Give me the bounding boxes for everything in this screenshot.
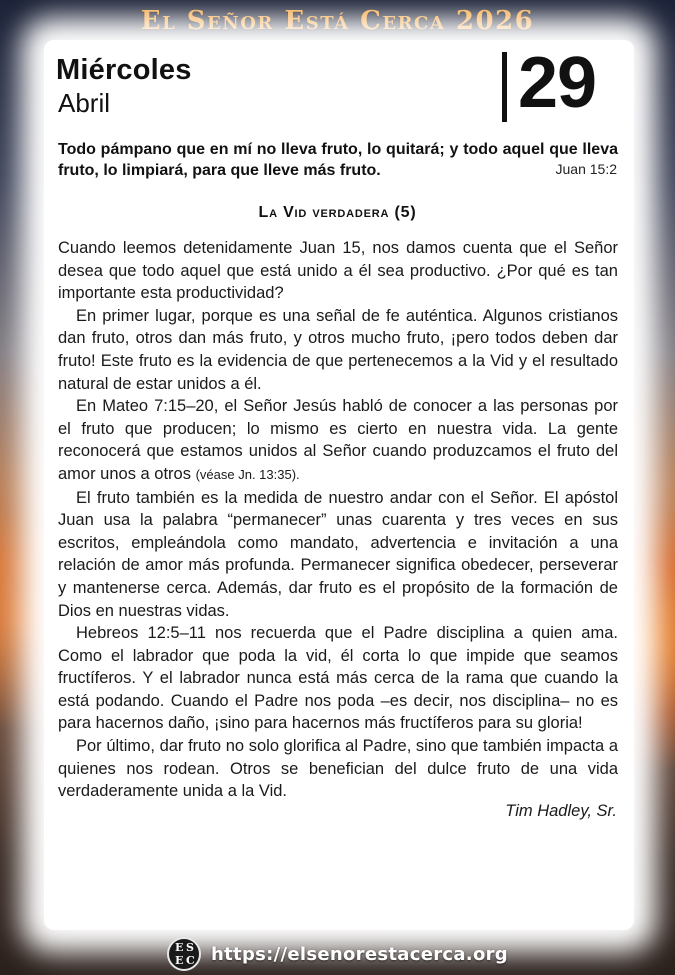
verse-text: Todo pámpano que en mí no lleva fruto, lo quitará; y todo aquel que lleva fruto, lo limpiará, para que lleve más fruto. <box>58 141 618 179</box>
paragraph: En primer lugar, porque es una señal de fe auténtica. Algunos cristianos dan fruto, otros dan más fruto, y otros mucho fruto, ¡pero todos deben dar fruto! Este fruto es la evidencia de que pertenecemos a la Vid y el resultado natural de estar unidos a él. <box>58 306 618 393</box>
date-header <box>56 43 621 130</box>
banner <box>0 0 675 42</box>
paragraph-text: En Mateo 7:15–20, el Señor Jesús habló de conocer a las personas por el fruto que producen; lo mismo es cierto en nuestra vida. La gente reconocerá que estamos unidos al Señor cuando produzcamos el fruto del amor unos a otros <box>58 397 618 483</box>
cross-reference: (véase Jn. 13:35). <box>195 466 300 482</box>
paragraph: El fruto también es la medida de nuestro andar con el Señor. El apóstol Juan usa la palabra “permanecer” unas cuarenta y tres veces en sus escritos, empleándola como mandato, advertencia e invitación a una relación de amor más profunda. Permanecer significa obedecer, perseverar y mantenerse cerca. Además, dar fruto es el propósito de la formación de Dios en nuestras vidas. <box>58 488 618 620</box>
article-title: La Vid verdadera (5) <box>258 204 417 221</box>
key-verse <box>58 139 618 181</box>
logo-letter: E <box>175 941 184 954</box>
month: Abril <box>58 88 111 118</box>
esec-logo-icon <box>167 937 201 971</box>
paragraph: Por último, dar fruto no solo glorifica al Padre, sino que también impacta a quienes nos rodean. Otros se benefician del dulce fruto de una vida verdaderamente unida a la Vid. <box>58 737 618 801</box>
date-divider <box>502 52 507 122</box>
paragraph: Cuando leemos detenidamente Juan 15, nos damos cuenta que el Señor desea que todo aquel que está unido a él sea productivo. ¿Por qué es tan importante esta productividad? <box>58 239 618 303</box>
day-number: 29 <box>518 43 597 123</box>
weekday: Miércoles <box>56 54 192 86</box>
logo-letter: S <box>186 941 194 954</box>
logo-letter: E <box>175 954 184 967</box>
website-link[interactable]: https://elsenorestacerca.org <box>211 943 508 965</box>
article-body <box>58 237 618 803</box>
publication-title: El Señor Está Cerca 2026 <box>140 6 535 36</box>
verse-reference: Juan 15:2 <box>555 161 617 177</box>
logo-letter: C <box>186 954 195 967</box>
author: Tim Hadley, Sr. <box>505 802 617 820</box>
footer <box>0 936 675 972</box>
paragraph: Hebreos 12:5–11 nos recuerda que el Padre disciplina a quien ama. Como el labrador que poda la vid, él corta lo que impide que seamos fructíferos. Y el labrador nunca está más cerca de la rama que cuando la está podando. Cuando el Padre nos poda –es decir, nos disciplina– no es para hacernos daño, ¡sino para hacernos más fructíferos para su gloria! <box>58 624 618 733</box>
paragraph <box>58 395 618 486</box>
